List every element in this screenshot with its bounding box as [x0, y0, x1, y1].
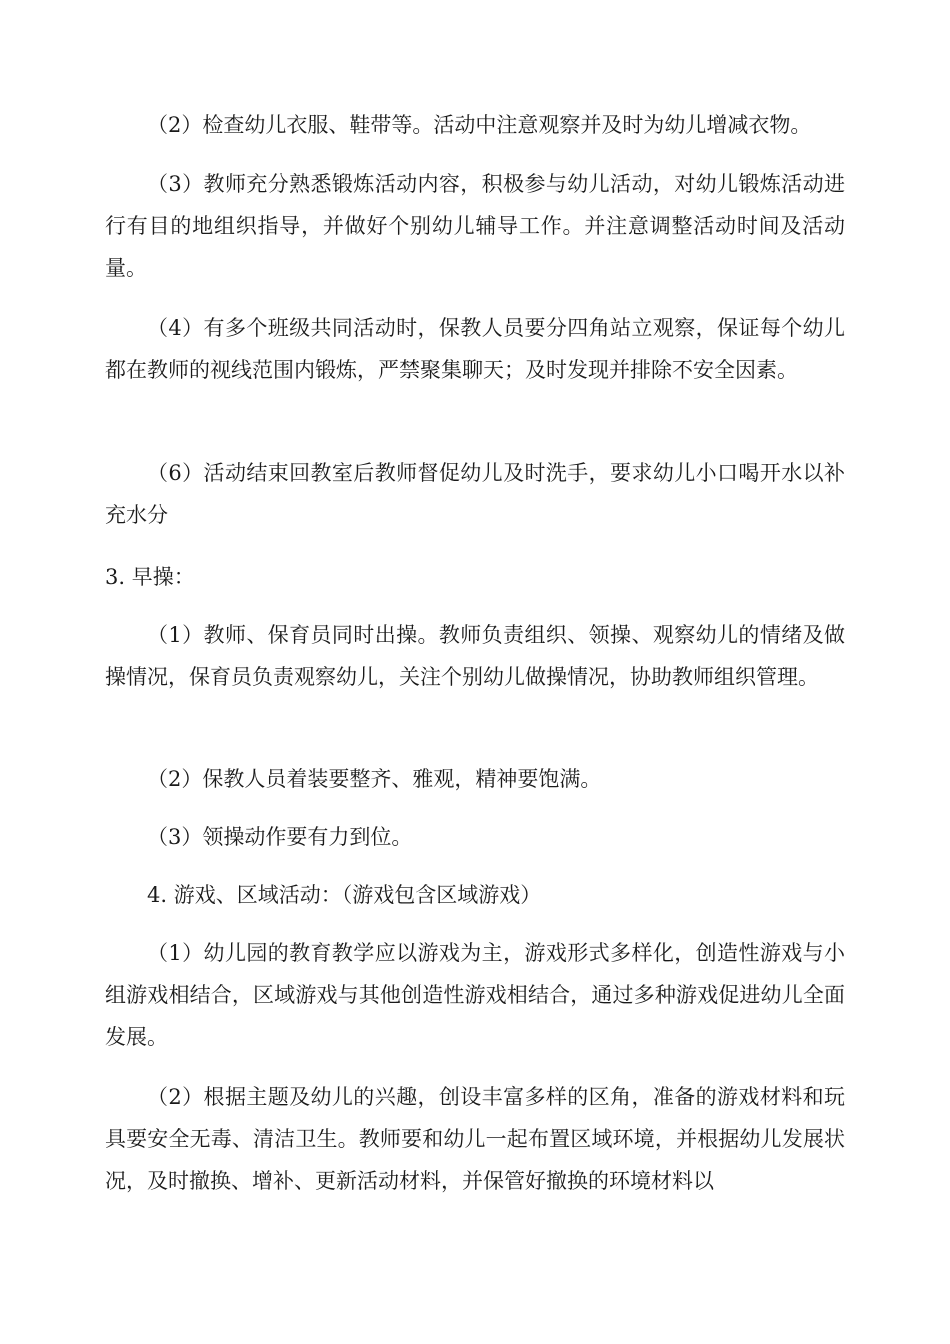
paragraph-lead-movements: （3）领操动作要有力到位。	[147, 825, 413, 849]
paragraph-game-based-teaching: （1）幼儿园的教育教学应以游戏为主，游戏形式多样化，创造性游戏与小组游戏相结合，区域游戏与其他创造性游戏相结合，通过多种游戏促进幼儿全面发展。	[105, 941, 845, 1049]
paragraph-after-activity: （6）活动结束回教室后教师督促幼儿及时洗手，要求幼儿小口喝开水以补充水分	[105, 461, 845, 527]
section-heading-morning-exercise: 3. 早操：	[105, 565, 195, 589]
paragraph-attire: （2）保教人员着装要整齐、雅观，精神要饱满。	[147, 767, 602, 791]
section-heading-games: 4. 游戏、区域活动：（游戏包含区域游戏）	[147, 883, 542, 907]
paragraph-exercise-roles: （1）教师、保育员同时出操。教师负责组织、领操、观察幼儿的情绪及做操情况，保育员负责观察幼儿，关注个别幼儿做操情况，协助教师组织管理。	[105, 623, 845, 689]
paragraph-multi-class-supervision: （4）有多个班级共同活动时，保教人员要分四角站立观察，保证每个幼儿都在教师的视线范围内锻炼，严禁聚集聊天；及时发现并排除不安全因素。	[105, 316, 845, 382]
paragraph-area-setup: （2）根据主题及幼儿的兴趣，创设丰富多样的区角，准备的游戏材料和玩具要安全无毒、清洁卫生。教师要和幼儿一起布置区域环境，并根据幼儿发展状况，及时撤换、增补、更新活动材料，并保管好撤换的环境材料以	[105, 1085, 845, 1193]
paragraph-clothes-check: （2）检查幼儿衣服、鞋带等。活动中注意观察并及时为幼儿增减衣物。	[147, 113, 812, 137]
paragraph-teacher-guidance: （3）教师充分熟悉锻炼活动内容，积极参与幼儿活动，对幼儿锻炼活动进行有目的地组织指导，并做好个别幼儿辅导工作。并注意调整活动时间及活动量。	[105, 172, 845, 280]
